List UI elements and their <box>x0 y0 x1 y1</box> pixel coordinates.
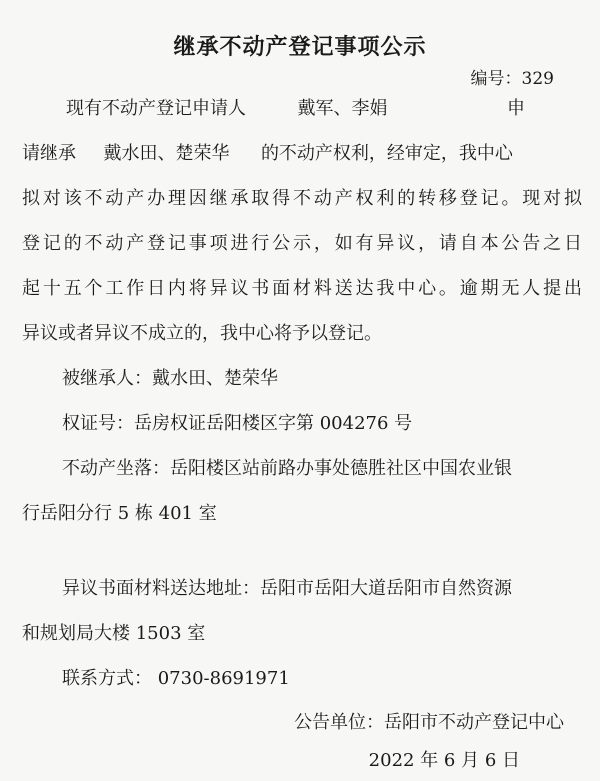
certificate-line: 权证号：岳房权证岳阳楼区字第 004276 号 <box>62 413 413 434</box>
body-line-1 <box>66 100 582 118</box>
body-line-6: 异议或者异议不成立的，我中心将予以登记。 <box>22 323 382 344</box>
address-line-2: 和规划局大楼 1503 室 <box>22 623 206 644</box>
body-text: 请继承 <box>22 143 76 164</box>
contact-line: 联系方式： 0730-8691971 <box>62 668 290 689</box>
body-text: 申 <box>506 98 525 119</box>
serial-label: 编号： <box>470 69 522 89</box>
notice-title: 继承不动产登记事项公示 <box>173 35 427 60</box>
address-line-1: 异议书面材料送达地址：岳阳市岳阳大道岳阳市自然资源 <box>62 578 512 599</box>
body-line-3: 拟对该不动产办理因继承取得不动产权利的转移登记。现对拟 <box>22 188 582 209</box>
serial-value: 329 <box>521 69 554 89</box>
issuer-line: 公告单位：岳阳市不动产登记中心 <box>294 712 564 733</box>
deceased-names: 戴水田、楚荣华 <box>103 143 230 164</box>
body-text: 的不动产权利，经审定，我中心 <box>260 143 513 164</box>
date-line: 2022 年 6 月 6 日 <box>368 750 520 771</box>
body-text: 现有不动产登记申请人 <box>66 98 246 119</box>
body-line-4: 登记的不动产登记事项进行公示，如有异议，请自本公告之日 <box>22 233 582 254</box>
body-line-5: 起十五个工作日内将异议书面材料送达我中心。逾期无人提出 <box>22 278 582 299</box>
body-line-2 <box>22 145 582 163</box>
location-line-2: 行岳阳分行 5 栋 401 室 <box>22 503 217 524</box>
serial-number <box>471 64 554 89</box>
location-line-1: 不动产坐落：岳阳楼区站前路办事处德胜社区中国农业银 <box>62 458 512 479</box>
decedent-line: 被继承人：戴水田、楚荣华 <box>62 368 278 389</box>
applicant-names: 戴军、李娟 <box>297 98 388 119</box>
